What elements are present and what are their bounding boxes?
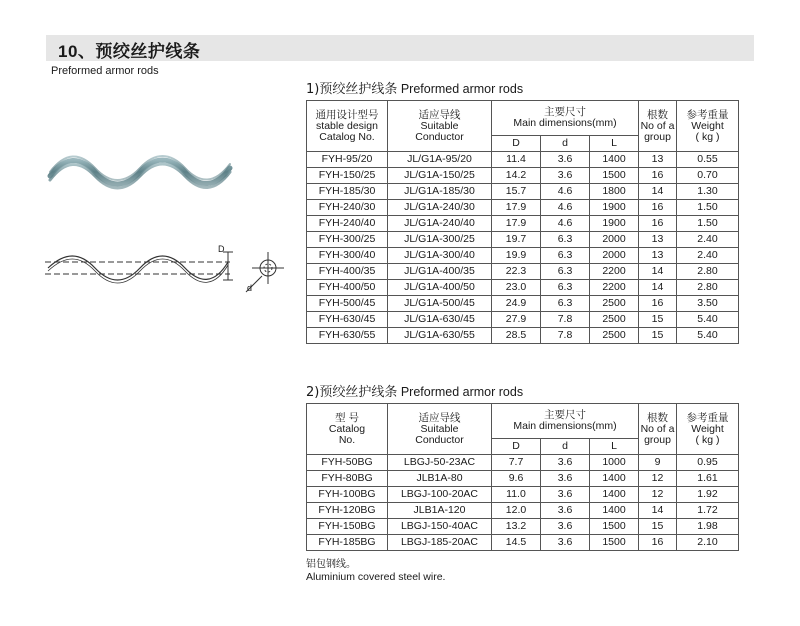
table-row [307, 264, 739, 280]
table2 [306, 403, 739, 551]
count-cell: 12 [639, 471, 677, 487]
count-cell: 13 [639, 232, 677, 248]
catalog-cell: FYH-120BG [307, 503, 388, 519]
header-weight: 参考重量 Weight ( kg ) [677, 101, 739, 152]
conductor-cell: JL/G1A-630/45 [388, 312, 492, 328]
d-cell: 3.6 [541, 455, 590, 471]
header-d: d [541, 135, 590, 151]
d-cell: 7.8 [541, 312, 590, 328]
catalog-cell: FYH-630/55 [307, 328, 388, 344]
L-cell: 2500 [590, 312, 639, 328]
count-cell: 15 [639, 519, 677, 535]
table1-caption-cn: 1)预绞丝护线条 [306, 82, 398, 97]
D-cell: 11.4 [492, 152, 541, 168]
D-cell: 19.7 [492, 232, 541, 248]
L-cell: 2200 [590, 280, 639, 296]
header-count: 根数 No of a group [639, 101, 677, 152]
table-row [307, 455, 739, 471]
conductor-cell: LBGJ-50-23AC [388, 455, 492, 471]
L-cell: 1500 [590, 168, 639, 184]
weight-cell: 0.55 [677, 152, 739, 168]
header-L: L [590, 438, 639, 454]
L-cell: 1000 [590, 455, 639, 471]
count-cell: 16 [639, 216, 677, 232]
table2-caption-cn: 2)预绞丝护线条 [306, 385, 398, 400]
dimension-label-D: D [218, 244, 225, 254]
table-row [307, 152, 739, 168]
D-cell: 11.0 [492, 487, 541, 503]
conductor-cell: JL/G1A-95/20 [388, 152, 492, 168]
d-cell: 4.6 [541, 184, 590, 200]
d-cell: 6.3 [541, 248, 590, 264]
weight-cell: 1.61 [677, 471, 739, 487]
D-cell: 7.7 [492, 455, 541, 471]
weight-cell: 1.50 [677, 216, 739, 232]
conductor-cell: JLB1A-120 [388, 503, 492, 519]
d-cell: 6.3 [541, 232, 590, 248]
d-cell: 3.6 [541, 519, 590, 535]
table-row [307, 232, 739, 248]
catalog-cell: FYH-300/25 [307, 232, 388, 248]
d-cell: 3.6 [541, 487, 590, 503]
header-dimensions: 主要尺寸 Main dimensions(mm) [492, 404, 639, 439]
header-dimensions: 主要尺寸 Main dimensions(mm) [492, 101, 639, 136]
conductor-cell: JL/G1A-240/40 [388, 216, 492, 232]
weight-cell: 5.40 [677, 312, 739, 328]
catalog-cell: FYH-400/35 [307, 264, 388, 280]
conductor-cell: LBGJ-185-20AC [388, 535, 492, 551]
D-cell: 23.0 [492, 280, 541, 296]
catalog-cell: FYH-185BG [307, 535, 388, 551]
catalog-cell: FYH-240/40 [307, 216, 388, 232]
D-cell: 12.0 [492, 503, 541, 519]
count-cell: 16 [639, 296, 677, 312]
weight-cell: 1.98 [677, 519, 739, 535]
count-cell: 16 [639, 200, 677, 216]
header-catalog: 型 号 Catalog No. [307, 404, 388, 455]
footnote [306, 558, 445, 584]
L-cell: 2000 [590, 232, 639, 248]
table2-caption [306, 381, 523, 400]
d-cell: 3.6 [541, 168, 590, 184]
catalog-cell: FYH-150BG [307, 519, 388, 535]
header-d: d [541, 438, 590, 454]
L-cell: 1400 [590, 152, 639, 168]
d-cell: 4.6 [541, 200, 590, 216]
conductor-cell: LBGJ-100-20AC [388, 487, 492, 503]
L-cell: 1400 [590, 471, 639, 487]
table-row [307, 296, 739, 312]
weight-cell: 0.70 [677, 168, 739, 184]
L-cell: 2500 [590, 296, 639, 312]
count-cell: 15 [639, 328, 677, 344]
catalog-cell: FYH-400/50 [307, 280, 388, 296]
section-title: 10、预绞丝护线条 [58, 42, 201, 61]
table-row [307, 535, 739, 551]
weight-cell: 2.10 [677, 535, 739, 551]
count-cell: 13 [639, 248, 677, 264]
section-subtitle: Preformed armor rods [51, 65, 159, 77]
conductor-cell: JL/G1A-240/30 [388, 200, 492, 216]
count-cell: 9 [639, 455, 677, 471]
D-cell: 22.3 [492, 264, 541, 280]
table-row [307, 519, 739, 535]
catalog-cell: FYH-100BG [307, 487, 388, 503]
d-cell: 6.3 [541, 296, 590, 312]
weight-cell: 2.40 [677, 248, 739, 264]
catalog-cell: FYH-240/30 [307, 200, 388, 216]
L-cell: 2500 [590, 328, 639, 344]
D-cell: 9.6 [492, 471, 541, 487]
count-cell: 14 [639, 280, 677, 296]
L-cell: 1900 [590, 200, 639, 216]
conductor-cell: JL/G1A-300/40 [388, 248, 492, 264]
conductor-cell: JL/G1A-630/55 [388, 328, 492, 344]
count-cell: 14 [639, 184, 677, 200]
D-cell: 24.9 [492, 296, 541, 312]
weight-cell: 2.80 [677, 280, 739, 296]
footnote-cn: 铝包钢线。 [306, 559, 356, 570]
conductor-cell: JLB1A-80 [388, 471, 492, 487]
header-conductor: 适应导线 Suitable Conductor [388, 404, 492, 455]
d-cell: 6.3 [541, 264, 590, 280]
count-cell: 12 [639, 487, 677, 503]
D-cell: 14.2 [492, 168, 541, 184]
header-weight: 参考重量 Weight ( kg ) [677, 404, 739, 455]
conductor-cell: LBGJ-150-40AC [388, 519, 492, 535]
table-row [307, 216, 739, 232]
L-cell: 1400 [590, 503, 639, 519]
table-row [307, 503, 739, 519]
catalog-cell: FYH-95/20 [307, 152, 388, 168]
catalog-cell: FYH-185/30 [307, 184, 388, 200]
table-row [307, 471, 739, 487]
count-cell: 16 [639, 168, 677, 184]
catalog-cell: FYH-630/45 [307, 312, 388, 328]
conductor-cell: JL/G1A-500/45 [388, 296, 492, 312]
table1-caption-en: Preformed armor rods [400, 82, 524, 96]
catalog-cell: FYH-50BG [307, 455, 388, 471]
header-count: 根数 No of a group [639, 404, 677, 455]
table-row [307, 248, 739, 264]
footnote-en: Aluminium covered steel wire. [306, 571, 446, 583]
conductor-cell: JL/G1A-150/25 [388, 168, 492, 184]
d-cell: 3.6 [541, 152, 590, 168]
d-cell: 3.6 [541, 471, 590, 487]
table-row [307, 487, 739, 503]
L-cell: 1900 [590, 216, 639, 232]
weight-cell: 3.50 [677, 296, 739, 312]
table-row [307, 312, 739, 328]
conductor-cell: JL/G1A-300/25 [388, 232, 492, 248]
weight-cell: 1.92 [677, 487, 739, 503]
header-D: D [492, 135, 541, 151]
count-cell: 15 [639, 312, 677, 328]
table1 [306, 100, 739, 344]
table-row [307, 184, 739, 200]
weight-cell: 1.72 [677, 503, 739, 519]
header-conductor: 适应导线 Suitable Conductor [388, 101, 492, 152]
L-cell: 2000 [590, 248, 639, 264]
count-cell: 13 [639, 152, 677, 168]
D-cell: 19.9 [492, 248, 541, 264]
D-cell: 28.5 [492, 328, 541, 344]
table-row [307, 200, 739, 216]
weight-cell: 1.30 [677, 184, 739, 200]
L-cell: 1400 [590, 487, 639, 503]
D-cell: 14.5 [492, 535, 541, 551]
armor-rod-drawing [40, 238, 290, 298]
table1-caption [306, 78, 523, 97]
weight-cell: 2.80 [677, 264, 739, 280]
d-cell: 3.6 [541, 503, 590, 519]
header-L: L [590, 135, 639, 151]
catalog-cell: FYH-150/25 [307, 168, 388, 184]
d-cell: 3.6 [541, 535, 590, 551]
L-cell: 1800 [590, 184, 639, 200]
table-row [307, 168, 739, 184]
D-cell: 27.9 [492, 312, 541, 328]
conductor-cell: JL/G1A-400/50 [388, 280, 492, 296]
count-cell: 14 [639, 264, 677, 280]
L-cell: 2200 [590, 264, 639, 280]
weight-cell: 2.40 [677, 232, 739, 248]
table-row [307, 328, 739, 344]
D-cell: 15.7 [492, 184, 541, 200]
D-cell: 17.9 [492, 216, 541, 232]
weight-cell: 1.50 [677, 200, 739, 216]
weight-cell: 5.40 [677, 328, 739, 344]
catalog-cell: FYH-500/45 [307, 296, 388, 312]
header-D: D [492, 438, 541, 454]
conductor-cell: JL/G1A-185/30 [388, 184, 492, 200]
weight-cell: 0.95 [677, 455, 739, 471]
catalog-cell: FYH-80BG [307, 471, 388, 487]
section-header [46, 35, 754, 61]
d-cell: 6.3 [541, 280, 590, 296]
d-cell: 4.6 [541, 216, 590, 232]
L-cell: 1500 [590, 519, 639, 535]
catalog-cell: FYH-300/40 [307, 248, 388, 264]
header-catalog: 通用设计型号 stable design Catalog No. [307, 101, 388, 152]
count-cell: 14 [639, 503, 677, 519]
table2-caption-en: Preformed armor rods [400, 385, 524, 399]
D-cell: 13.2 [492, 519, 541, 535]
armor-rod-photo [40, 150, 240, 195]
conductor-cell: JL/G1A-400/35 [388, 264, 492, 280]
d-cell: 7.8 [541, 328, 590, 344]
dimension-label-d: d [247, 283, 253, 293]
table-row [307, 280, 739, 296]
count-cell: 16 [639, 535, 677, 551]
L-cell: 1500 [590, 535, 639, 551]
D-cell: 17.9 [492, 200, 541, 216]
